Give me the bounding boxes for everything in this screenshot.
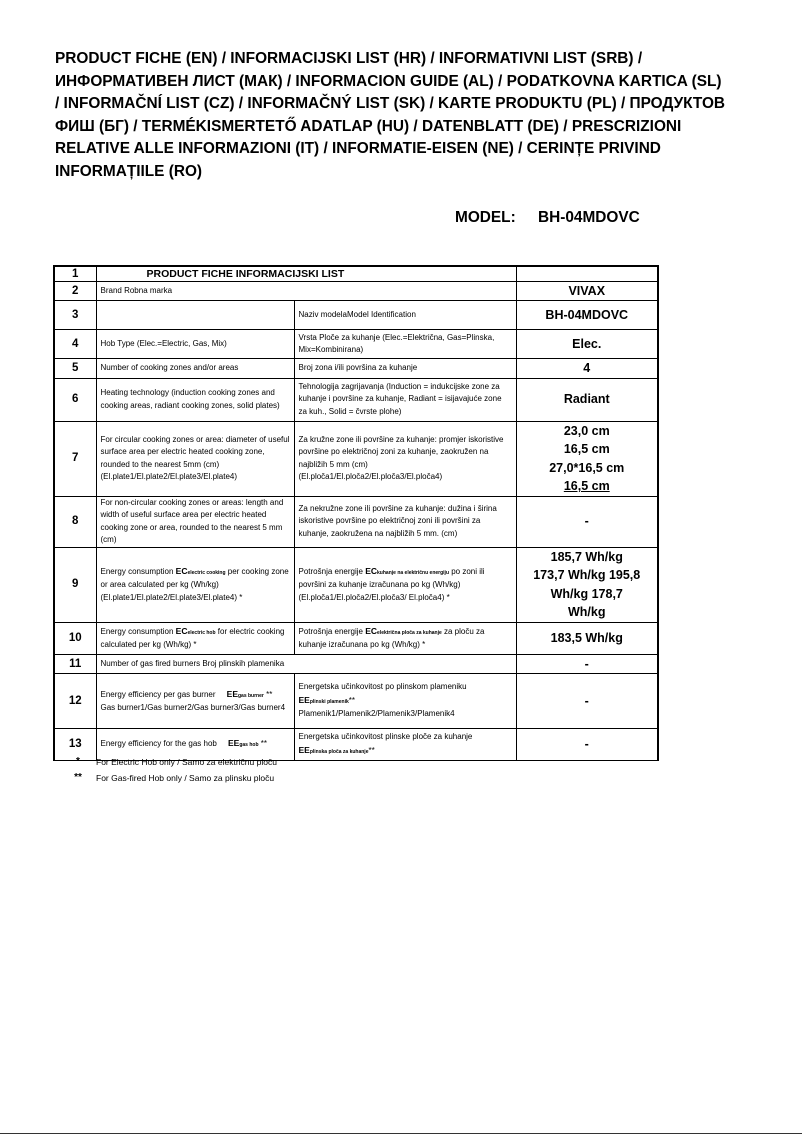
row-number: 2 xyxy=(54,281,96,301)
value-line: 16,5 cm xyxy=(563,479,610,493)
row-label-hr: Za nekružne zone ili površine za kuhanje: dužina i širina iskoristive površine po električnoj zoni ili površini za kuhanje, zaokružena na najbližih 5 mm. (cm) xyxy=(294,496,516,547)
table-row xyxy=(54,674,658,729)
row-number: 10 xyxy=(54,622,96,654)
footnote xyxy=(60,754,277,770)
row-number: 5 xyxy=(54,359,96,379)
row-number: 3 xyxy=(54,301,96,330)
value-line: 185,7 Wh/kg xyxy=(550,549,623,564)
row-number: 4 xyxy=(54,330,96,359)
heading-line: PRODUCT FICHE (EN) / INFORMACIJSKI LIST (HR) / INFORMATIVNI LIST (SRB) / xyxy=(55,50,643,67)
footnote xyxy=(60,770,277,786)
footnotes xyxy=(60,754,277,786)
model-value: BH-04MDOVC xyxy=(537,209,640,226)
row-number: 1 xyxy=(54,266,96,281)
value-cell: Radiant xyxy=(516,378,658,421)
value-line: 23,0 cm xyxy=(563,423,610,438)
row-label: Number of gas fired burners Broj plinskih plamenika xyxy=(96,654,516,674)
table-row xyxy=(54,378,658,421)
table-row xyxy=(54,359,658,379)
row-label-hr: Tehnologija zagrijavanja (Induction = indukcijske zone za kuhanje i površine za kuhanje, Radiant = isijavajuće zone za kuh., Solid = čvrste plohe) xyxy=(294,378,516,421)
row-label-hr: Broj zona i/ili površina za kuhanje xyxy=(294,359,516,379)
model-label: MODEL: xyxy=(455,209,516,226)
row-label-en: Energy consumption ECelectric hob for electric cooking calculated per kg (Wh/kg) * xyxy=(96,622,294,654)
value-line: Wh/kg 178,7 xyxy=(550,586,623,601)
value-cell: 183,5 Wh/kg xyxy=(516,622,658,654)
footnote-text: For Gas-fired Hob only / Samo za plinsku ploču xyxy=(96,773,275,783)
value-line: 173,7 Wh/kg 195,8 xyxy=(533,568,641,582)
heading-line: ИНФОРМАТИВЕН ЛИСТ (МАК) / INFORMACION GUIDE (AL) / PODATKOVNA KARTICA (SL) xyxy=(55,72,722,90)
value-cell: - xyxy=(516,674,658,729)
row-label: Brand Robna marka xyxy=(96,281,516,301)
heading-line: INFORMAȚIILE (RO) xyxy=(55,162,203,180)
row-number: 9 xyxy=(54,547,96,622)
row-label-hr: Naziv modelaModel Identification xyxy=(294,301,516,330)
footnote-text: For Electric Hob only / Samo za električnu ploču xyxy=(96,757,277,767)
model-line xyxy=(455,209,640,227)
row-label-en: Energy efficiency for the gas hob EEgas hob ** xyxy=(96,729,294,761)
value-cell: Elec. xyxy=(516,330,658,359)
document-heading xyxy=(55,48,745,184)
row-label-hr: Potrošnja energije ECkuhanje na električnu energiju po zoni ili površini za kuhanje izračunana po kg (Wh/kg) (El.ploča1/El.ploča2/El.ploča3/ El.ploča4) * xyxy=(294,547,516,622)
value-cell xyxy=(516,266,658,281)
row-label-hr: Za kružne zone ili površine za kuhanje: promjer iskoristive površine po električnoj zoni za kuhanje, zaokružen na najbližih 5 mm (cm) (El.ploča1/El.ploča2/El.ploča3/El.ploča4) xyxy=(294,421,516,496)
table-row xyxy=(54,654,658,674)
row-number: 6 xyxy=(54,378,96,421)
row-label-en: Energy consumption ECelectric cooking per cooking zone or area calculated per kg (Wh/kg) (El.plate1/El.plate2/El.plate3/El.plate4) * xyxy=(96,547,294,622)
row-number: 7 xyxy=(54,421,96,496)
value-cell: - xyxy=(516,729,658,761)
product-fiche-table xyxy=(53,265,659,761)
table-header-title: PRODUCT FICHE INFORMACIJSKI LIST xyxy=(96,266,516,281)
row-label-en: For non-circular cooking zones or areas: length and width of useful surface area per electric heated cooking zone or area, rounded to the nearest 5 mm (cm) xyxy=(96,496,294,547)
value-cell: 4 xyxy=(516,359,658,379)
row-label-en: Energy efficiency per gas burner EEgas burner ** Gas burner1/Gas burner2/Gas burner3/Gas burner4 xyxy=(96,674,294,729)
heading-line: / INFORMAČNÍ LIST (CZ) / INFORMAČNÝ LIST (SK) / KARTE PRODUKTU (PL) / ПРОДУКТОВ xyxy=(55,95,726,113)
heading-line: RELATIVE ALLE INFORMAZIONI (IT) / INFORMATIE-EISEN (NE) / CERINȚE PRIVIND xyxy=(55,140,661,158)
row-label-hr: Potrošnja energije ECelektrična ploča za kuhanje za ploču za kuhanje izračunana po kg (Wh/kg) * xyxy=(294,622,516,654)
value-cell: - xyxy=(516,496,658,547)
value-cell: VIVAX xyxy=(516,281,658,301)
value-line: 16,5 cm xyxy=(563,442,610,456)
row-label-en: Number of cooking zones and/or areas xyxy=(96,359,294,379)
page-bottom-rule xyxy=(0,1133,802,1134)
table-row xyxy=(54,301,658,330)
row-number: 13 xyxy=(54,729,96,761)
row-label-en xyxy=(96,301,294,330)
table-row xyxy=(54,281,658,301)
value-cell xyxy=(516,421,658,496)
table-row xyxy=(54,421,658,496)
row-number: 11 xyxy=(54,654,96,674)
row-label-hr: Vrsta Ploče za kuhanje (Elec.=Električna, Gas=Plinska, Mix=Kombinirana) xyxy=(294,330,516,359)
value-cell: - xyxy=(516,654,658,674)
table-row xyxy=(54,547,658,622)
table-row xyxy=(54,266,658,281)
value-line: 27,0*16,5 cm xyxy=(549,460,625,475)
table-row xyxy=(54,330,658,359)
table-row xyxy=(54,622,658,654)
row-number: 8 xyxy=(54,496,96,547)
value-line: Wh/kg xyxy=(568,605,606,619)
table-row xyxy=(54,496,658,547)
row-number: 12 xyxy=(54,674,96,729)
row-label-hr: Energetska učinkovitost po plinskom plameniku EEplinski plamenik** Plamenik1/Plamenik2/Plamenik3/Plamenik4 xyxy=(294,674,516,729)
value-cell: BH-04MDOVC xyxy=(516,301,658,330)
value-cell xyxy=(516,547,658,622)
row-label-en: Heating technology (induction cooking zones and cooking areas, radiant cooking zones, solid plates) xyxy=(96,378,294,421)
row-label-en: For circular cooking zones or area: diameter of useful surface area per electric heated cooking zone, rounded to the nearest 5mm (cm) (El.plate1/El.plate2/El.plate3/El.plate4) xyxy=(96,421,294,496)
row-label-en: Hob Type (Elec.=Electric, Gas, Mix) xyxy=(96,330,294,359)
row-label-hr: Energetska učinkovitost plinske ploče za kuhanje EEplinska ploča za kuhanje** xyxy=(294,729,516,761)
footnote-mark: ** xyxy=(74,772,82,783)
footnote-mark: * xyxy=(76,756,80,767)
heading-line: ФИШ (БГ) / TERMÉKISMERTETŐ ADATLAP (HU) / DATENBLATT (DE) / PRESCRIZIONI xyxy=(55,117,682,135)
